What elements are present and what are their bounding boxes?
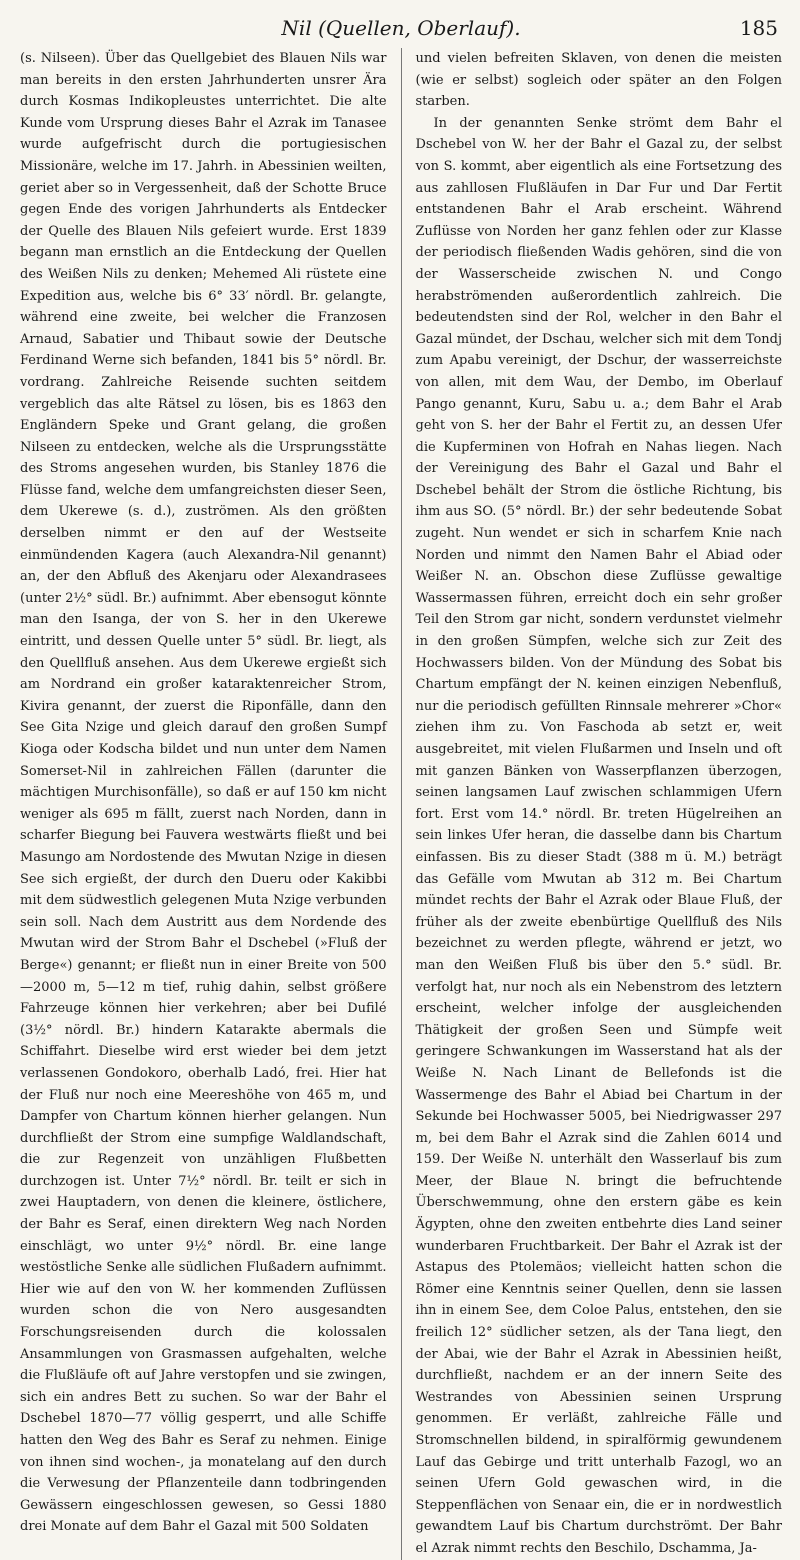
running-title: Nil (Quellen, Oberlauf). <box>281 16 521 40</box>
paragraph: (s. Nilseen). Über das Quellgebiet des Blauen Nils war man bereits in den ersten Jahrhunderten unsrer Ära durch Kosmas Indikopleustes unterrichtet. Die alte Kunde vom Ursprung dieses Bahr el Azrak im Tanasee wurde aufgefrischt durch die portugiesischen Missionäre, welche im 17. Jahrh. in Abessinien weilten, geriet aber so in Vergessenheit, daß der Schotte Bruce gegen Ende des vorigen Jahrhunderts als Entdecker der Quelle des Blauen Nils gefeiert wurde. Erst 1839 begann man ernstlich an die Entdeckung der Quellen des Weißen Nils zu denken; Mehemed Ali rüstete eine Expedition aus, welche bis 6° 33′ nördl. Br. gelangte, während eine zweite, bei welcher die Franzosen Arnaud, Sabatier und Thibaut sowie der Deutsche Ferdinand Werne sich befanden, 1841 bis 5° nördl. Br. vordrang. Zahlreiche Reisende suchten seitdem vergeblich das alte Rätsel zu lösen, bis es 1863 den Engländern Speke und Grant gelang, die großen Nilseen zu entdecken, welche als die Ursprungsstätte des Stroms angesehen wurden, bis Stanley 1876 die Flüsse fand, welche dem umfangreichsten dieser Seen, dem Ukerewe (s. d.), zuströmen. Als den größten derselben nimmt er den auf der Westseite einmündenden Kagera (auch Alexandra-Nil genannt) an, der den Abfluß des Akenjaru oder Alexandrasees (unter 2½° südl. Br.) aufnimmt. Aber ebensogut könnte man den Isanga, der von S. her in den Ukerewe eintritt, und dessen Quelle unter 5° südl. Br. liegt, als den Quellfluß ansehen. Aus dem Ukerewe ergießt sich am Nordrand ein großer kataraktenreicher Strom, Kivira genannt, der zuerst die Riponfälle, dann den See Gita Nzige und gleich darauf den großen Sumpf Kioga oder Kodscha bildet und nun unter dem Namen Somerset-Nil in zahlreichen Fällen (darunter die mächtigen Murchisonfälle), so daß er auf 150 km nicht weniger als 695 m fällt, zuerst nach Norden, dann in scharfer Biegung bei Fauvera westwärts fließt und bei Masungo am Nordostende des Mwutan Nzige in diesen See sich ergießt, der durch den Dueru oder Kakibbi mit dem südwestlich gelegenen Muta Nzige verbunden sein soll. Nach dem Austritt aus dem Nordende des Mwutan wird der Strom Bahr el Dschebel (»Fluß der Berge«) genannt; er fließt nun in einer Breite von 500—2000 m, 5—12 m tief, ruhig dahin, selbst größere Fahrzeuge können hier verkehren; aber bei Dufilé (3½° nördl. Br.) hindern Katarakte abermals die Schiffahrt. Dieselbe wird erst wieder bei dem jetzt verlassenen Gondokoro, oberhalb Ladó, frei. Hier hat der Fluß nur noch eine Meereshöhe von 465 m, und Dampfer von Chartum können hierher gelangen. Nun durchfließt der Strom eine sumpfige Waldlandschaft, die zur Regenzeit von unzähligen Flußbetten durchzogen ist. Unter 7½° nördl. Br. teilt er sich in zwei Hauptadern, von denen die kleinere, östlichere, der Bahr es Seraf, einen direktern Weg nach Norden einschlägt, wo unter 9½° nördl. Br. eine lange westöstliche Senke alle südlichen Flußadern aufnimmt. Hier wie auf den von W. her kommenden Zuflüssen wurden schon die von Nero ausgesandten Forschungsreisenden durch die kolossalen Ansammlungen von Grasmassen aufgehalten, welche die Flußläufe oft auf Jahre verstopfen und sie zwingen, sich ein andres Bett zu suchen. So war der Bahr el Dschebel 1870—77 völlig gesperrt, und alle Schiffe hatten den Weg des Bahr es Seraf zu nehmen. Einige von ihnen sind wochen-, ja monatelang auf den durch die Verwesung der Pflanzenteile dann todbringenden Gewässern eingeschlossen gewesen, so Gessi 1880 drei Monate auf dem Bahr el Gazal mit 500 Soldaten <box>20 51 387 1535</box>
left-column <box>20 48 387 1560</box>
page-number: 185 <box>739 16 778 40</box>
column-divider <box>401 48 402 1560</box>
paragraph: und vielen befreiten Sklaven, von denen die meisten (wie er selbst) sogleich oder später an den Folgen starben. <box>415 51 783 110</box>
text-columns <box>20 48 782 1560</box>
right-column <box>416 48 783 1560</box>
paragraph: In der genannten Senke strömt dem Bahr el Dschebel von W. her der Bahr el Gazal zu, der selbst von S. kommt, aber eigentlich als eine Fortsetzung des aus zahllosen Flußläufen in Dar Fur und Dar Fertit entstandenen Bahr el Arab erscheint. Während Zuflüsse von Norden her ganz fehlen oder zur Klasse der periodisch fließenden Wadis gehören, sind die von der Wasserscheide zwischen N. und Congo herabströmenden außerordentlich zahlreich. Die bedeutendsten sind der Rol, welcher in den Bahr el Gazal mündet, der Dschau, welcher sich mit dem Tondj zum Apabu vereinigt, der Dschur, der wasserreichste von allen, mit dem Wau, der Dembo, im Oberlauf Pango genannt, Kuru, Sabu u. a.; dem Bahr el Arab geht von S. her der Bahr el Fertit zu, an dessen Ufer die Kupferminen von Hofrah en Nahas liegen. Nach der Vereinigung des Bahr el Gazal und Bahr el Dschebel behält der Strom die östliche Richtung, bis ihm aus SO. (5° nördl. Br.) der sehr bedeutende Sobat zugeht. Nun wendet er sich in scharfem Knie nach Norden und nimmt den Namen Bahr el Abiad oder Weißer N. an. Obschon diese Zuflüsse gewaltige Wassermassen führen, erreicht doch ein sehr großer Teil den Strom gar nicht, sondern verdunstet vielmehr in den großen Sümpfen, welche sich zur Zeit des Hochwassers bilden. Von der Mündung des Sobat bis Chartum empfängt der N. keinen einzigen Nebenfluß, nur die periodisch gefüllten Rinnsale mehrerer »Chor« ziehen ihm zu. Von Faschoda ab setzt er, weit ausgebreitet, mit vielen Flußarmen und Inseln und oft mit ganzen Bänken von Wasserpflanzen überzogen, seinen langsamen Lauf zwischen schlammigen Ufern fort. Erst vom 14.° nördl. Br. treten Hügelreihen an sein linkes Ufer heran, die dasselbe dann bis Chartum einfassen. Bis zu dieser Stadt (388 m ü. M.) beträgt das Gefälle vom Mwutan ab 312 m. Bei Chartum mündet rechts der Bahr el Azrak oder Blaue Fluß, der früher als der zweite ebenbürtige Quellfluß des Nils bezeichnet zu werden pflegte, während er jetzt, wo man den Weißen Fluß bis über den 5.° südl. Br. verfolgt hat, nur noch als ein Nebenstrom des letztern erscheint, welcher infolge der ausgleichenden Thätigkeit der großen Seen und Sümpfe weit geringere Schwankungen im Wasserstand hat als der Weiße N. Nach Linant de Bellefonds ist die Wassermenge des Bahr el Abiad bei Chartum in der Sekunde bei Hochwasser 5005, bei Niedrigwasser 297 m, bei dem Bahr el Azrak sind die Zahlen 6014 und 159. Der Weiße N. unterhält den Wasserlauf bis zum Meer, der Blaue N. bringt die befruchtende Überschwemmung, ohne den erstern gäbe es kein Ägypten, ohne den zweiten entbehrte dies Land seiner wunderbaren Fruchtbarkeit. Der Bahr el Azrak ist der Astapus des Ptolemäos; vielleicht hatten schon die Römer eine Kenntnis seiner Quellen, denn sie lassen ihn in einem See, dem Coloe Palus, entstehen, den sie freilich 12° südlicher setzen, als der Tana liegt, den der Abai, wie der Bahr el Azrak in Abessinien heißt, durchfließt, nachdem er an der innern Seite des Westrandes von Abessinien seinen Ursprung genommen. Er verläßt, zahlreiche Fälle und Stromschnellen bildend, in spiralförmig gewundenem Lauf das Gebirge und tritt unterhalb Fazogl, wo an seinen Ufern Gold gewaschen wird, in die Steppenflächen von Senaar ein, die er in nordwestlich gewandtem Lauf bis Chartum durchströmt. Der Bahr el Azrak nimmt rechts den Beschilo, Dschamma, Ja- <box>415 115 783 1556</box>
page-header <box>20 0 782 40</box>
